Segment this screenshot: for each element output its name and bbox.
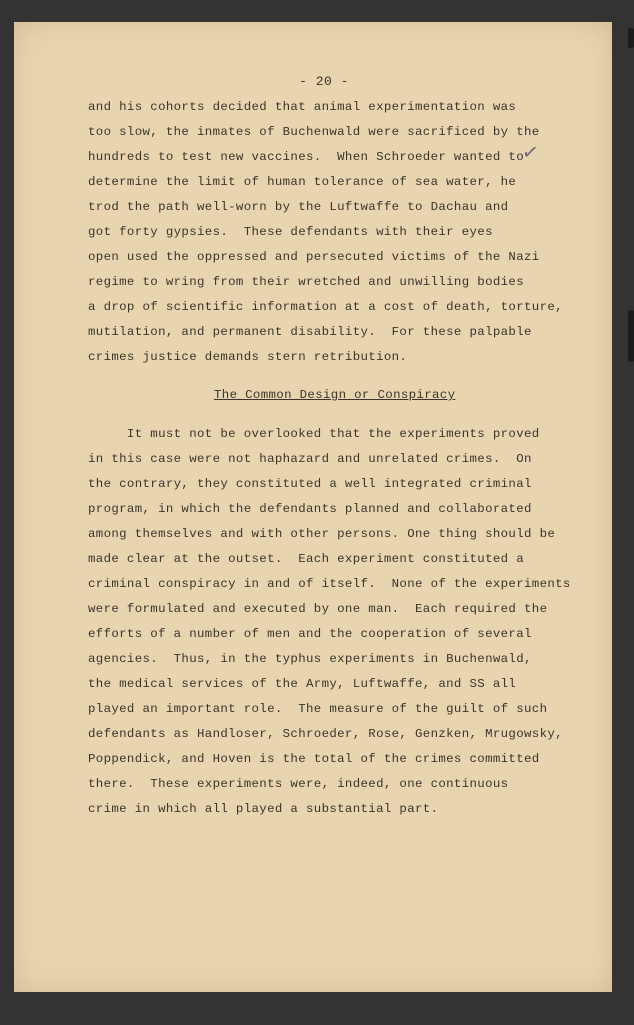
paragraph-1-line: and his cohorts decided that animal experimentation was xyxy=(88,100,517,114)
paragraph-1-line: mutilation, and permanent disability. For these palpable xyxy=(88,325,532,339)
paragraph-2-line: crime in which all played a substantial part. xyxy=(88,802,439,816)
edge-shadow xyxy=(628,28,634,48)
paragraph-2-line: among themselves and with other persons. One thing should be xyxy=(88,527,556,541)
paragraph-1-line: regime to wring from their wretched and unwilling bodies xyxy=(88,275,524,289)
paragraph-1-line: a drop of scientific information at a cost of death, torture, xyxy=(88,300,563,314)
paragraph-2-line: program, in which the defendants planned and collaborated xyxy=(88,502,532,516)
paragraph-2-line: the medical services of the Army, Luftwaffe, and SS all xyxy=(88,677,517,691)
paragraph-2-line: It must not be overlooked that the experiments proved xyxy=(88,427,540,441)
paragraph-2-line: the contrary, they constituted a well integrated criminal xyxy=(88,477,532,491)
paragraph-2-line: in this case were not haphazard and unrelated crimes. On xyxy=(88,452,532,466)
paragraph-1-line: determine the limit of human tolerance of sea water, he xyxy=(88,175,517,189)
page-number: - 20 - xyxy=(299,74,349,89)
paragraph-1-line: open used the oppressed and persecuted victims of the Nazi xyxy=(88,250,540,264)
document-page xyxy=(14,22,612,992)
paragraph-2-line: Poppendick, and Hoven is the total of the crimes committed xyxy=(88,752,540,766)
paragraph-1-line: trod the path well-worn by the Luftwaffe to Dachau and xyxy=(88,200,509,214)
paragraph-2-line: defendants as Handloser, Schroeder, Rose, Genzken, Mrugowsky, xyxy=(88,727,563,741)
edge-shadow xyxy=(628,310,634,362)
paragraph-2-line: there. These experiments were, indeed, one continuous xyxy=(88,777,509,791)
paragraph-2-line: agencies. Thus, in the typhus experiments in Buchenwald, xyxy=(88,652,532,666)
paragraph-2-line: were formulated and executed by one man. Each required the xyxy=(88,602,548,616)
paragraph-1-line: hundreds to test new vaccines. When Schroeder wanted to xyxy=(88,150,524,164)
check-mark: ✓ xyxy=(520,138,541,166)
paragraph-2-line: played an important role. The measure of the guilt of such xyxy=(88,702,548,716)
paragraph-2-line: criminal conspiracy in and of itself. None of the experiments xyxy=(88,577,571,591)
paragraph-2-line: made clear at the outset. Each experiment constituted a xyxy=(88,552,524,566)
paragraph-1-line: too slow, the inmates of Buchenwald were sacrificed by the xyxy=(88,125,540,139)
section-heading: The Common Design or Conspiracy xyxy=(214,388,456,402)
paragraph-1-line: got forty gypsies. These defendants with their eyes xyxy=(88,225,493,239)
paragraph-1-line: crimes justice demands stern retribution. xyxy=(88,350,408,364)
paragraph-2-line: efforts of a number of men and the cooperation of several xyxy=(88,627,532,641)
